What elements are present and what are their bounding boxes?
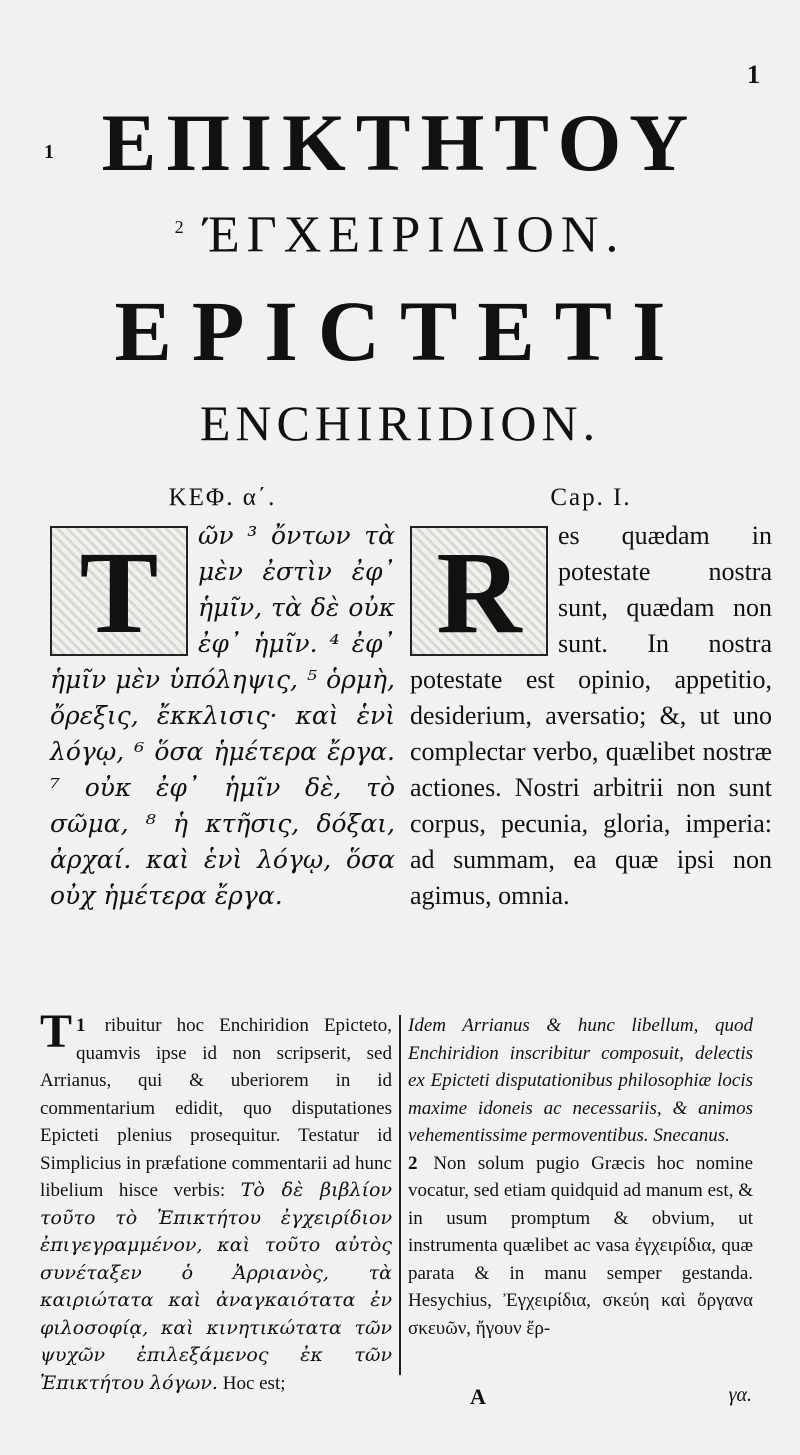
footnote-text: Non solum pugio Græcis hoc nomine vocatur, sed etiam quidquid ad manum est, & in usum promptum & obvium, ut instrumenta quælibet ac vasa ἐγχειρίδια, quæ parata & in manu semper gestanda. Hesychius, Ἐγχειρίδια, σκεύη καὶ ὄργανα σκευῶν, ἤγουν ἔρ- [408, 1152, 754, 1339]
catchword: γα. [728, 1384, 752, 1406]
footnote-italic-text: Idem Arrianus & hunc libellum, quod Enchiridion inscribitur composuit, delectis ex Epicteti disputationibus philosophiæ locis maxime idoneis ac necessariis, & animos vehementissime permoventibus. Snecanus. [408, 1015, 753, 1146]
column-divider [399, 1015, 401, 1375]
greek-chapter-text: ῶν ³ ὄντων τὰ μὲν ἐστὶν ἐφ᾽ ἡμῖν, τὰ δὲ οὐκ ἐφ᾽ ἡμῖν. ⁴ ἐφ᾽ ἡμῖν μὲν ὑπόληψις, ⁵ ὁρμὴ, ὄρεξις, ἔκκλισις· καὶ ἑνὶ λόγῳ, ⁶ ὅσα ἡμέτερα ἔργα. ⁷ οὐκ ἐφ᾽ ἡμῖν δὲ, τὸ σῶμα, ⁸ ἡ κτῆσις, δόξαι, ἀρχαί. καὶ ἑνὶ λόγῳ, ὅσα οὐχ ἡμέτερα ἔργα. [50, 521, 395, 910]
title-block [0, 95, 800, 458]
page-number: 1 [747, 60, 760, 89]
footnote-text: ribuitur hoc Enchiridion Epicteto, quamvis ipse id non scripserit, sed Arrianus, qui & uberiorem in id commentarium edidit, quo disputationes Epicteti plenius prosequitur. Testatur id Simplicius in præfatione commentarii ad hunc libelium hisce verbis: [40, 1015, 393, 1201]
footnote-number: 1 [76, 1015, 86, 1036]
footnote-mark-2: 2 [174, 217, 184, 237]
latin-chapter-heading: Cap. I. [550, 484, 632, 511]
signature-mark: A [470, 1384, 486, 1409]
latin-column [410, 478, 772, 914]
greek-work-title [0, 192, 800, 270]
greek-work-text: ΈΓΧΕΙΡΙΔΙΟΝ. [203, 206, 626, 264]
footnote-left [40, 1005, 393, 1397]
greek-author-title [0, 95, 800, 190]
footnote-right [408, 1012, 753, 1342]
footnote-greek-quote: Τὸ δὲ βιβλίον τοῦτο τὸ Ἐπικτήτου ἐγχειρίδιον ἐπιγεγραμμένον, καὶ τοῦτο αὐτὸς συνέταξεν ὁ Ἀρριανὸς, τὰ καιριώτατα καὶ ἀναγκαιότατα ἐν φιλοσοφίᾳ, καὶ κινητικώτατα τῶν ψυχῶν ἐπιλεξάμενος ἐκ τῶν Ἐπικτήτου λόγων. [40, 1179, 393, 1394]
greek-column [50, 478, 395, 914]
latin-chapter-text: es quædam in potestate nostra sunt, quædam non sunt. In nostra potestate est opinio, appetitio, desiderium, aversatio; &, ut uno complectar verbo, quælibet nostræ actiones. Nostri arbitrii non sunt corpus, pecunia, gloria, imperia: ad summam, ea quæ ipsi non agimus, omnia. [410, 521, 772, 910]
ornamental-initial-t [50, 526, 188, 656]
footnote-mark-1: 1 [44, 141, 54, 163]
initial-letter: R [436, 527, 522, 658]
latin-author-title: EPICTETI [114, 283, 686, 380]
footnote-tail: Hoc est; [222, 1372, 286, 1394]
footnote-number: 2 [408, 1152, 418, 1174]
latin-work-title: ENCHIRIDION. [199, 395, 601, 452]
greek-author-text: ΕΠΙΚΤΗΤΟΥ [101, 97, 699, 188]
ornamental-initial-r [410, 526, 548, 656]
footnote-initial: T [40, 1005, 73, 1058]
initial-letter: T [79, 527, 159, 658]
greek-chapter-heading: ΚΕΦ. α΄. [168, 484, 277, 511]
